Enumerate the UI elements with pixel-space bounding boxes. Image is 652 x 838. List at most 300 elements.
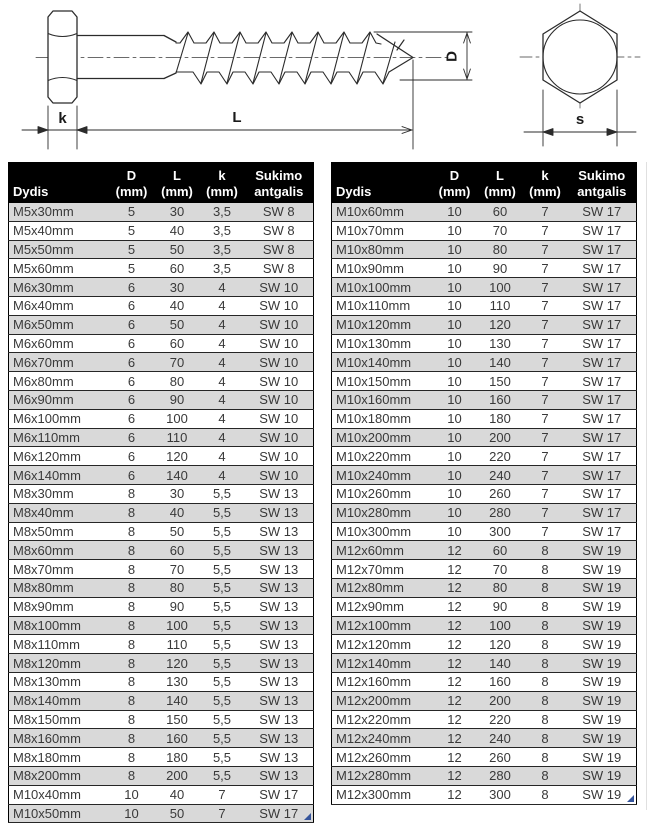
size-cell: M10x180mm	[332, 409, 432, 428]
value-cell: 5	[109, 221, 155, 240]
value-cell: 70	[478, 221, 523, 240]
size-cell: M10x300mm	[332, 522, 432, 541]
table-row	[9, 240, 314, 259]
value-cell: SW 10	[245, 315, 314, 334]
value-cell: SW 19	[568, 729, 637, 748]
value-cell: SW 19	[568, 616, 637, 635]
value-cell: 7	[523, 353, 568, 372]
value-cell: 110	[155, 428, 200, 447]
table-row	[332, 503, 637, 522]
value-cell: 8	[109, 748, 155, 767]
size-cell: M10x260mm	[332, 484, 432, 503]
value-cell: SW 19	[568, 672, 637, 691]
col-header-sukimo-antgalis: Sukimo antgalis	[245, 163, 314, 203]
value-cell: 8	[523, 578, 568, 597]
table-corner-handle	[627, 795, 634, 802]
value-cell: 7	[523, 484, 568, 503]
value-cell: 8	[523, 691, 568, 710]
value-cell: 12	[432, 597, 478, 616]
value-cell: 12	[432, 710, 478, 729]
value-cell: 6	[109, 390, 155, 409]
value-cell: 80	[155, 372, 200, 391]
table-row	[332, 484, 637, 503]
value-cell: 4	[200, 296, 245, 315]
table-row	[9, 541, 314, 560]
value-cell: 8	[109, 560, 155, 579]
value-cell: 40	[155, 221, 200, 240]
value-cell: 60	[478, 203, 523, 222]
size-cell: M10x120mm	[332, 315, 432, 334]
value-cell: 7	[523, 221, 568, 240]
value-cell: SW 17	[568, 428, 637, 447]
size-cell: M8x200mm	[9, 766, 109, 785]
value-cell: 12	[432, 672, 478, 691]
value-cell: SW 19	[568, 766, 637, 785]
label-length-L: L	[232, 109, 242, 126]
value-cell: 140	[155, 466, 200, 485]
size-cell: M10x80mm	[332, 240, 432, 259]
value-cell: 70	[155, 560, 200, 579]
size-table-right-wrap	[331, 162, 637, 805]
value-cell: SW 17	[245, 785, 314, 804]
table-row	[332, 428, 637, 447]
table-row	[9, 409, 314, 428]
value-cell: 8	[109, 729, 155, 748]
value-cell: 60	[478, 541, 523, 560]
value-cell: 180	[478, 409, 523, 428]
value-cell: 220	[478, 447, 523, 466]
value-cell: 10	[432, 522, 478, 541]
value-cell: 5,5	[200, 729, 245, 748]
value-cell: 70	[478, 560, 523, 579]
value-cell: 120	[478, 315, 523, 334]
value-cell: SW 17	[568, 203, 637, 222]
value-cell: SW 13	[245, 560, 314, 579]
size-cell: M8x70mm	[9, 560, 109, 579]
size-cell: M12x100mm	[332, 616, 432, 635]
value-cell: 200	[478, 691, 523, 710]
value-cell: SW 17	[245, 804, 314, 823]
table-row	[332, 240, 637, 259]
size-cell: M10x70mm	[332, 221, 432, 240]
table-row	[9, 766, 314, 785]
value-cell: 5,5	[200, 616, 245, 635]
size-cell: M10x110mm	[332, 296, 432, 315]
value-cell: 120	[155, 654, 200, 673]
value-cell: 280	[478, 766, 523, 785]
value-cell: 8	[109, 616, 155, 635]
table-row	[332, 541, 637, 560]
value-cell: SW 19	[568, 785, 637, 804]
size-cell: M8x60mm	[9, 541, 109, 560]
table-row	[9, 259, 314, 278]
size-cell: M12x60mm	[332, 541, 432, 560]
table-row	[332, 578, 637, 597]
value-cell: SW 13	[245, 635, 314, 654]
size-cell: M6x110mm	[9, 428, 109, 447]
value-cell: 12	[432, 729, 478, 748]
value-cell: 8	[523, 654, 568, 673]
screw-thread	[176, 32, 395, 84]
value-cell: SW 17	[568, 503, 637, 522]
size-cell: M10x140mm	[332, 353, 432, 372]
value-cell: SW 17	[568, 315, 637, 334]
value-cell: 10	[432, 203, 478, 222]
value-cell: 50	[155, 240, 200, 259]
value-cell: 3,5	[200, 259, 245, 278]
table-row	[332, 203, 637, 222]
value-cell: 8	[109, 691, 155, 710]
table-row	[9, 221, 314, 240]
value-cell: SW 17	[568, 259, 637, 278]
value-cell: 5,5	[200, 766, 245, 785]
value-cell: SW 10	[245, 334, 314, 353]
value-cell: 80	[478, 578, 523, 597]
value-cell: 100	[478, 278, 523, 297]
table-row	[9, 372, 314, 391]
value-cell: 7	[523, 315, 568, 334]
label-diameter-D: D	[443, 51, 461, 62]
value-cell: SW 19	[568, 654, 637, 673]
table-row	[9, 616, 314, 635]
value-cell: 6	[109, 466, 155, 485]
value-cell: SW 13	[245, 654, 314, 673]
value-cell: 140	[478, 654, 523, 673]
value-cell: 6	[109, 372, 155, 391]
value-cell: 280	[478, 503, 523, 522]
col-header-dydis: Dydis	[9, 163, 109, 203]
value-cell: 5	[109, 240, 155, 259]
value-cell: SW 10	[245, 296, 314, 315]
size-cell: M12x280mm	[332, 766, 432, 785]
value-cell: 30	[155, 484, 200, 503]
value-cell: 200	[478, 428, 523, 447]
value-cell: 60	[155, 541, 200, 560]
table-row	[9, 785, 314, 804]
value-cell: 240	[478, 466, 523, 485]
value-cell: 300	[478, 522, 523, 541]
size-cell: M8x140mm	[9, 691, 109, 710]
value-cell: 10	[432, 503, 478, 522]
value-cell: 10	[432, 390, 478, 409]
value-cell: SW 10	[245, 372, 314, 391]
size-cell: M8x80mm	[9, 578, 109, 597]
size-cell: M12x90mm	[332, 597, 432, 616]
value-cell: 5,5	[200, 560, 245, 579]
value-cell: 8	[109, 654, 155, 673]
value-cell: SW 19	[568, 578, 637, 597]
value-cell: 12	[432, 578, 478, 597]
size-cell: M8x160mm	[9, 729, 109, 748]
value-cell: 60	[155, 259, 200, 278]
value-cell: 50	[155, 804, 200, 823]
value-cell: 100	[155, 616, 200, 635]
value-cell: 300	[478, 785, 523, 804]
value-cell: 6	[109, 353, 155, 372]
value-cell: SW 17	[568, 447, 637, 466]
size-cell: M6x90mm	[9, 390, 109, 409]
value-cell: 8	[109, 503, 155, 522]
value-cell: 7	[523, 466, 568, 485]
value-cell: 8	[109, 766, 155, 785]
value-cell: 6	[109, 334, 155, 353]
size-cell: M10x40mm	[9, 785, 109, 804]
table-row	[9, 597, 314, 616]
value-cell: 160	[155, 729, 200, 748]
value-cell: 150	[155, 710, 200, 729]
table-row	[332, 560, 637, 579]
table-row	[332, 372, 637, 391]
value-cell: SW 10	[245, 447, 314, 466]
table-row	[9, 447, 314, 466]
value-cell: 8	[523, 560, 568, 579]
value-cell: SW 17	[568, 484, 637, 503]
size-cell: M12x120mm	[332, 635, 432, 654]
value-cell: 7	[523, 447, 568, 466]
value-cell: 8	[523, 766, 568, 785]
value-cell: 4	[200, 409, 245, 428]
value-cell: 7	[200, 785, 245, 804]
value-cell: 10	[109, 785, 155, 804]
value-cell: 140	[155, 691, 200, 710]
value-cell: 7	[523, 334, 568, 353]
value-cell: 10	[432, 221, 478, 240]
table-row	[9, 654, 314, 673]
value-cell: 12	[432, 691, 478, 710]
size-cell: M12x80mm	[332, 578, 432, 597]
value-cell: 260	[478, 484, 523, 503]
value-cell: 7	[523, 259, 568, 278]
table-row	[332, 635, 637, 654]
value-cell: SW 17	[568, 522, 637, 541]
value-cell: SW 19	[568, 691, 637, 710]
value-cell: 4	[200, 353, 245, 372]
value-cell: SW 10	[245, 353, 314, 372]
value-cell: 5,5	[200, 597, 245, 616]
size-cell: M6x30mm	[9, 278, 109, 297]
value-cell: 12	[432, 748, 478, 767]
value-cell: 8	[109, 484, 155, 503]
size-cell: M10x280mm	[332, 503, 432, 522]
col-header-l-mm: L (mm)	[478, 163, 523, 203]
table-row	[332, 278, 637, 297]
value-cell: 3,5	[200, 240, 245, 259]
table-row	[9, 315, 314, 334]
value-cell: 160	[478, 390, 523, 409]
value-cell: 5,5	[200, 503, 245, 522]
table-row	[9, 503, 314, 522]
value-cell: SW 13	[245, 710, 314, 729]
col-header-d-mm: D (mm)	[109, 163, 155, 203]
value-cell: SW 13	[245, 484, 314, 503]
value-cell: 8	[523, 748, 568, 767]
value-cell: 100	[478, 616, 523, 635]
value-cell: SW 8	[245, 259, 314, 278]
value-cell: SW 17	[568, 296, 637, 315]
table-row	[9, 466, 314, 485]
table-row	[9, 748, 314, 767]
value-cell: SW 13	[245, 748, 314, 767]
value-cell: SW 10	[245, 278, 314, 297]
size-cell: M6x60mm	[9, 334, 109, 353]
value-cell: 40	[155, 785, 200, 804]
value-cell: 8	[109, 672, 155, 691]
value-cell: 10	[432, 240, 478, 259]
value-cell: 6	[109, 409, 155, 428]
value-cell: 12	[432, 654, 478, 673]
value-cell: 140	[478, 353, 523, 372]
value-cell: SW 17	[568, 240, 637, 259]
table-row	[9, 428, 314, 447]
value-cell: 12	[432, 766, 478, 785]
value-cell: 130	[155, 672, 200, 691]
size-cell: M5x30mm	[9, 203, 109, 222]
value-cell: 90	[478, 259, 523, 278]
size-cell: M8x130mm	[9, 672, 109, 691]
col-header-k-mm: k (mm)	[523, 163, 568, 203]
table-row	[9, 390, 314, 409]
col-header-dydis: Dydis	[332, 163, 432, 203]
size-cell: M12x160mm	[332, 672, 432, 691]
table-row	[9, 522, 314, 541]
table-corner-handle	[304, 813, 311, 820]
table-row	[9, 804, 314, 823]
size-cell: M10x60mm	[332, 203, 432, 222]
value-cell: 10	[432, 278, 478, 297]
value-cell: 50	[155, 315, 200, 334]
value-cell: 200	[155, 766, 200, 785]
value-cell: SW 13	[245, 616, 314, 635]
screw-drawing-svg	[0, 0, 652, 162]
value-cell: 10	[432, 428, 478, 447]
value-cell: SW 13	[245, 729, 314, 748]
value-cell: 5,5	[200, 635, 245, 654]
value-cell: 7	[523, 409, 568, 428]
value-cell: 7	[523, 296, 568, 315]
value-cell: 7	[523, 278, 568, 297]
table-row	[332, 729, 637, 748]
table-row	[9, 560, 314, 579]
value-cell: 10	[432, 259, 478, 278]
value-cell: 5,5	[200, 691, 245, 710]
size-cell: M8x30mm	[9, 484, 109, 503]
value-cell: SW 8	[245, 203, 314, 222]
screw-tip	[377, 34, 413, 72]
size-cell: M10x220mm	[332, 447, 432, 466]
value-cell: 6	[109, 447, 155, 466]
size-cell: M8x100mm	[9, 616, 109, 635]
spec-tables	[0, 162, 637, 823]
size-cell: M10x90mm	[332, 259, 432, 278]
value-cell: 10	[432, 296, 478, 315]
value-cell: SW 10	[245, 428, 314, 447]
size-cell: M6x50mm	[9, 315, 109, 334]
value-cell: SW 19	[568, 635, 637, 654]
value-cell: 4	[200, 390, 245, 409]
size-cell: M5x40mm	[9, 221, 109, 240]
value-cell: 4	[200, 466, 245, 485]
size-cell: M12x140mm	[332, 654, 432, 673]
hex-head-side-view	[48, 11, 77, 103]
table-row	[332, 522, 637, 541]
value-cell: SW 17	[568, 221, 637, 240]
value-cell: 7	[523, 240, 568, 259]
table-row	[332, 447, 637, 466]
size-cell: M12x220mm	[332, 710, 432, 729]
value-cell: 80	[155, 578, 200, 597]
value-cell: SW 8	[245, 221, 314, 240]
screw-shank	[77, 36, 176, 79]
size-cell: M8x150mm	[9, 710, 109, 729]
table-row	[332, 766, 637, 785]
value-cell: 90	[478, 597, 523, 616]
technical-drawing	[0, 0, 652, 162]
size-table-right	[331, 162, 637, 805]
value-cell: SW 13	[245, 691, 314, 710]
value-cell: 5	[109, 203, 155, 222]
table-row	[332, 654, 637, 673]
value-cell: 8	[109, 635, 155, 654]
label-head-height-k: k	[58, 110, 67, 127]
value-cell: 7	[523, 203, 568, 222]
size-cell: M12x200mm	[332, 691, 432, 710]
value-cell: 8	[523, 635, 568, 654]
value-cell: 7	[523, 428, 568, 447]
size-cell: M10x160mm	[332, 390, 432, 409]
value-cell: SW 17	[568, 278, 637, 297]
value-cell: 12	[432, 616, 478, 635]
value-cell: 12	[432, 560, 478, 579]
value-cell: SW 10	[245, 390, 314, 409]
value-cell: 8	[109, 541, 155, 560]
col-header-d-mm: D (mm)	[432, 163, 478, 203]
value-cell: 5,5	[200, 484, 245, 503]
table-row	[332, 296, 637, 315]
value-cell: 12	[432, 635, 478, 654]
value-cell: 8	[109, 597, 155, 616]
value-cell: 5,5	[200, 710, 245, 729]
table-row	[332, 785, 637, 804]
col-header-sukimo-antgalis: Sukimo antgalis	[568, 163, 637, 203]
size-cell: M12x70mm	[332, 560, 432, 579]
value-cell: SW 13	[245, 597, 314, 616]
excel-gridline	[646, 162, 647, 810]
value-cell: 5,5	[200, 578, 245, 597]
table-row	[9, 729, 314, 748]
table-row	[9, 484, 314, 503]
value-cell: 260	[478, 748, 523, 767]
size-cell: M8x120mm	[9, 654, 109, 673]
table-row	[9, 334, 314, 353]
size-cell: M8x110mm	[9, 635, 109, 654]
value-cell: 10	[432, 447, 478, 466]
value-cell: SW 13	[245, 578, 314, 597]
size-cell: M12x240mm	[332, 729, 432, 748]
table-row	[9, 691, 314, 710]
size-cell: M6x140mm	[9, 466, 109, 485]
value-cell: 8	[523, 672, 568, 691]
table-row	[332, 597, 637, 616]
table-row	[9, 203, 314, 222]
table-row	[332, 409, 637, 428]
value-cell: 8	[523, 729, 568, 748]
col-header-l-mm: L (mm)	[155, 163, 200, 203]
value-cell: 8	[109, 522, 155, 541]
table-row	[9, 296, 314, 315]
value-cell: SW 19	[568, 597, 637, 616]
table-row	[9, 635, 314, 654]
value-cell: SW 17	[568, 409, 637, 428]
